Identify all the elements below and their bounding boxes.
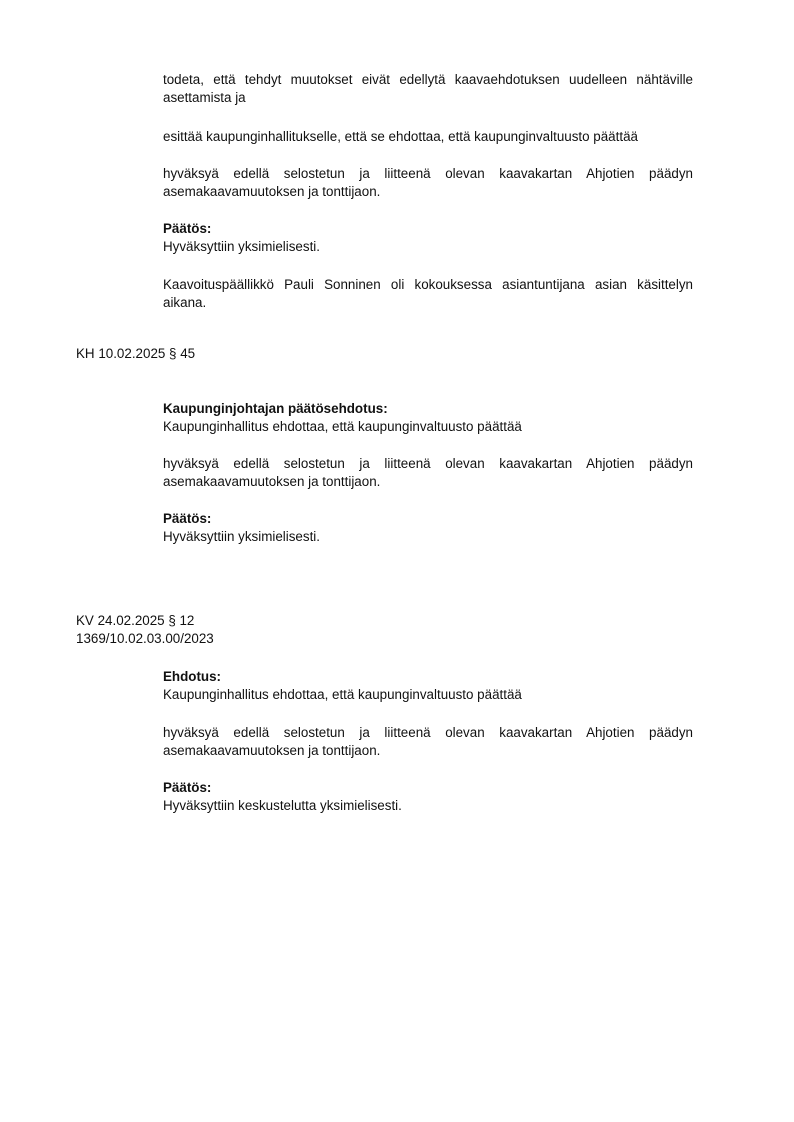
proposal-heading: Ehdotus: [163,669,222,684]
decision-block-1 [163,220,693,256]
decision-text: Hyväksyttiin keskustelutta yksimielisesti. [163,798,402,813]
proposal-heading: Kaupunginjohtajan päätösehdotus: [163,401,388,416]
decision-heading: Päätös: [163,221,212,236]
paragraph-esittaa: esittää kaupunginhallitukselle, että se ehdottaa, että kaupunginvaltuusto päättää [163,129,638,144]
meeting-reference-kh: KH 10.02.2025 § 45 [76,346,196,361]
paragraph-hyvaksya-3: hyväksyä edellä selostetun ja liitteenä olevan kaavakartan Ahjotien päädyn asemakaavamuutoksen ja tonttijaon. [163,725,693,758]
proposal-text: Kaupunginhallitus ehdottaa, että kaupunginvaltuusto päättää [163,419,522,434]
proposal-text: Kaupunginhallitus ehdottaa, että kaupunginvaltuusto päättää [163,687,522,702]
paragraph-hyvaksya-2: hyväksyä edellä selostetun ja liitteenä olevan kaavakartan Ahjotien päädyn asemakaavamuutoksen ja tonttijaon. [163,456,693,489]
decision-heading: Päätös: [163,511,212,526]
decision-block-3 [163,779,693,815]
paragraph-expert-note: Kaavoituspäällikkö Pauli Sonninen oli kokouksessa asiantuntijana asian käsittelyn aikana. [163,277,693,310]
paragraph-todeta: todeta, että tehdyt muutokset eivät edellytä kaavaehdotuksen uudelleen nähtäville asettamista ja [163,72,693,105]
decision-text: Hyväksyttiin yksimielisesti. [163,239,320,254]
paragraph-hyvaksya-1: hyväksyä edellä selostetun ja liitteenä olevan kaavakartan Ahjotien päädyn asemakaavamuutoksen ja tonttijaon. [163,166,693,199]
meeting-reference: KV 24.02.2025 § 12 [76,613,195,628]
proposal-block-3 [163,668,693,704]
proposal-block-2 [163,400,693,436]
decision-heading: Päätös: [163,780,212,795]
decision-block-2 [163,510,693,546]
case-number: 1369/10.02.03.00/2023 [76,631,214,646]
meeting-reference-kv [76,612,376,648]
decision-text: Hyväksyttiin yksimielisesti. [163,529,320,544]
